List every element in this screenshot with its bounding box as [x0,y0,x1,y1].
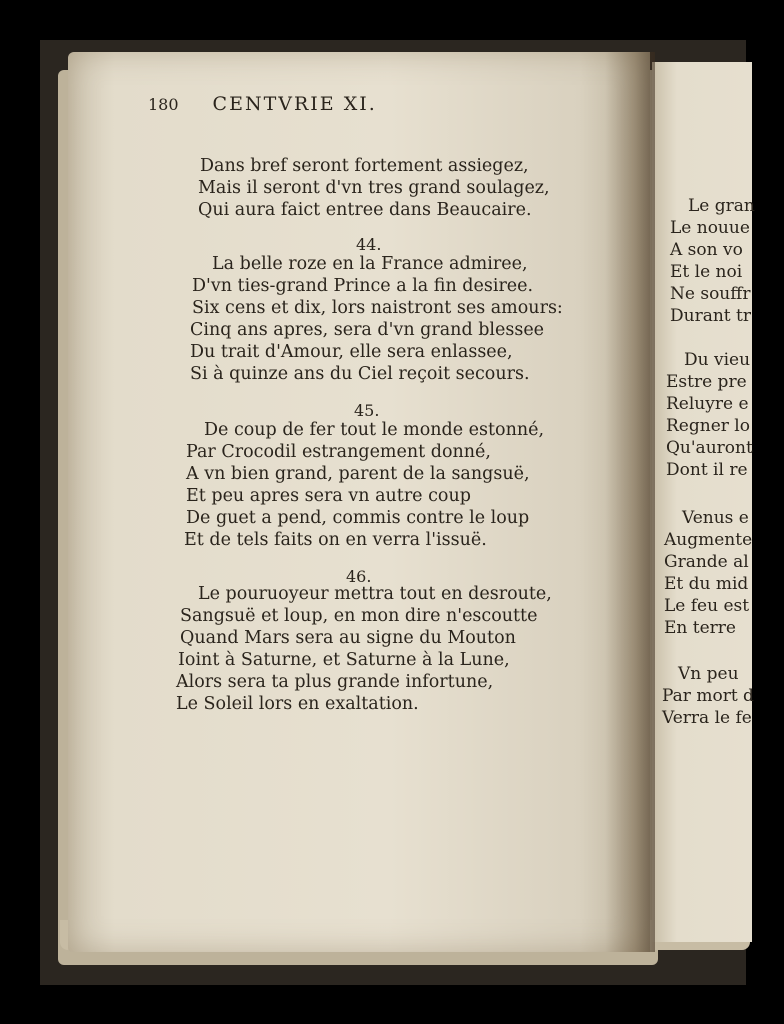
verse-line: Reluyre e [666,394,749,414]
verse-line: Le pouruoyeur mettra tout en desroute, [198,584,552,604]
verse-line: Et le noi [670,262,743,282]
verse-line: Et peu apres sera vn autre coup [186,486,471,506]
verse-line: Quand Mars sera au signe du Mouton [180,628,516,648]
running-head [148,93,568,115]
verse-line: Par mort d [662,686,754,706]
verse-line: Dont il re [666,460,748,480]
verse-line: Le gran [688,196,755,216]
verse-line: Mais il seront d'vn tres grand soulagez, [198,178,550,198]
verse-line: Alors sera ta plus grande infortune, [176,672,494,692]
verse-line: Du vieu [684,350,751,370]
verse-line: Verra le fe [662,708,752,728]
stanza-number: 45. [354,401,380,420]
book-gutter [605,52,655,952]
running-head-title: CENTVRIE XI. [212,93,377,115]
verse-line: Sangsuë et loup, en mon dire n'escoutte [180,606,538,626]
verse-line: En terre [664,618,736,638]
verse-line: Grande al [664,552,749,572]
verse-line: A vn bien grand, parent de la sangsuë, [186,464,530,484]
verse-line: Le feu est [664,596,750,616]
verse-line: Qui aura faict entree dans Beaucaire. [198,200,532,220]
verse-line: La belle roze en la France admiree, [212,254,528,274]
page-number: 180 [148,95,179,114]
right-page-text [660,190,755,750]
verse-line: Venus e [682,508,749,528]
verse-line: Le Soleil lors en exaltation. [176,694,419,714]
stanza-number: 44. [356,235,382,254]
stanza-number: 46. [346,567,372,586]
verse-line: Par Crocodil estrangement donné, [186,442,491,462]
verse-line: Ioint à Saturne, et Saturne à la Lune, [178,650,510,670]
verse-line: D'vn ties-grand Prince a la fin desiree. [192,276,534,296]
verse-line: Si à quinze ans du Ciel reçoit secours. [190,364,530,384]
verse-line: Estre pre [666,372,747,392]
verse-line: Cinq ans apres, sera d'vn grand blessee [190,320,545,340]
verse-line: Et de tels faits on en verra l'issuë. [184,530,487,550]
verse-line: Du trait d'Amour, elle sera enlassee, [190,342,513,362]
verse-line: Dans bref seront fortement assiegez, [200,156,529,176]
verse-line: Qu'auront [666,438,753,458]
verse-line: A son vo [670,240,743,260]
verse-line: Regner lo [666,416,750,436]
verse-line: Vn peu [678,664,739,684]
verse-line: Ne souffr [670,284,751,304]
verse-line: Et du mid [664,574,749,594]
verse-line: Augmente [664,530,753,550]
verse-line: De guet a pend, commis contre le loup [186,508,530,528]
verse-line: Durant tr [670,306,751,326]
verse-line: Le nouue [670,218,750,238]
verse-line: Six cens et dix, lors naistront ses amours: [192,298,563,318]
verse-line: De coup de fer tout le monde estonné, [204,420,545,440]
